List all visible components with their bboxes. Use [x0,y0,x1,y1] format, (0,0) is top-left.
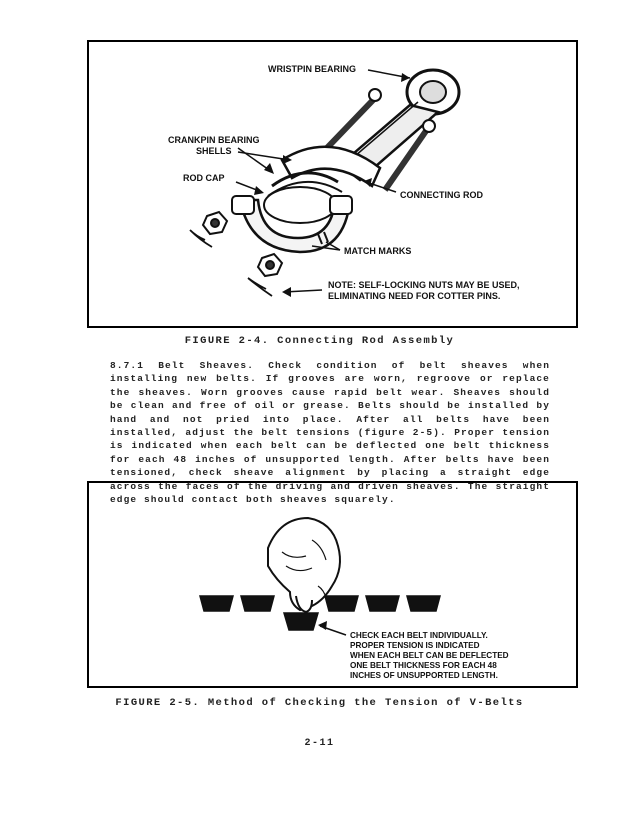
label-check-each-belt: CHECK EACH BELT INDIVIDUALLY. [350,631,488,640]
figure-2-4-caption: FIGURE 2-4. Connecting Rod Assembly [184,335,455,347]
v-belt-cross-section [325,596,358,611]
v-belt-cross-section [200,596,233,611]
label-wristpin-bearing: WRISTPIN BEARING [268,64,357,74]
page-number: 2-11 [304,738,335,749]
label-connecting-rod: CONNECTING ROD [400,190,483,200]
label-match-marks: MATCH MARKS [344,246,412,256]
connecting-rod-illustration [190,70,459,297]
belt-tension-illustration [200,518,440,635]
v-belt-deflected [284,613,318,630]
belt-sheaves-paragraph: 8.7.1 Belt Sheaves. Check condition of belt sheaves when installing new belts. If grooves are worn, regroove or replace the sheaves. Worn grooves cause rapid belt wear. Sheaves should be clean and free of oil or grease. Belts should be installed by hand and not pried into place. After all belts have been installed, adjust the belt tensions (figure 2-5). Proper tension is indicated when each belt can be deflected one belt thickness for each 48 inches of unsupported length. After belts have been tensioned, check sheave alignment by placing a straight edge across the faces of the driving and driven sheaves. The straight edge should contact both sheaves squarely. [110,360,550,506]
label-crankpin-bearing: CRANKPIN BEARING [168,135,260,145]
connecting-rod-labels [168,64,520,301]
v-belt-cross-section [407,596,440,611]
label-when-deflected: WHEN EACH BELT CAN BE DEFLECTED [350,651,509,660]
label-note-line1: NOTE: SELF-LOCKING NUTS MAY BE USED, [328,280,520,290]
label-proper-tension: PROPER TENSION IS INDICATED [350,641,480,650]
figure-2-5-caption: FIGURE 2-5. Method of Checking the Tension of V-Belts [115,697,524,709]
label-crankpin-shells: SHELLS [196,146,232,156]
belt-tension-labels [350,631,509,680]
label-unsupported-length: INCHES OF UNSUPPORTED LENGTH. [350,671,498,680]
label-rod-cap: ROD CAP [183,173,225,183]
label-note-line2: ELIMINATING NEED FOR COTTER PINS. [328,291,501,301]
label-belt-thickness: ONE BELT THICKNESS FOR EACH 48 [350,661,497,670]
v-belt-cross-section [366,596,399,611]
v-belt-cross-section [241,596,274,611]
